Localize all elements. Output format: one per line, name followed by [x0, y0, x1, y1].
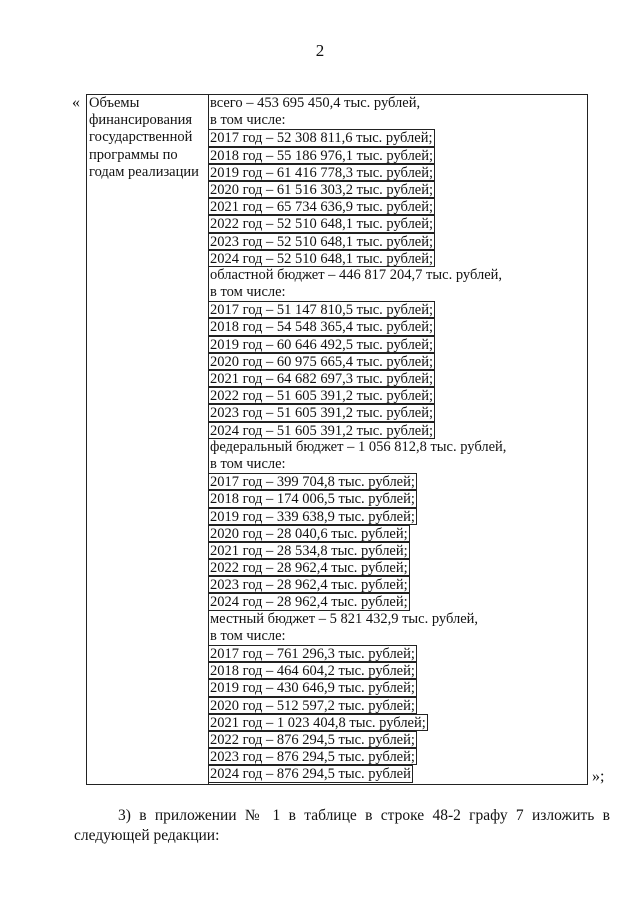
financing-line: всего – 453 695 450,4 тыс. рублей,	[210, 95, 421, 111]
financing-line: 2021 год – 28 534,8 тыс. рублей;	[210, 542, 408, 559]
financing-line: 2023 год – 51 605 391,2 тыс. рублей;	[210, 405, 434, 422]
financing-line: 2020 год – 61 516 303,2 тыс. рублей;	[210, 181, 434, 198]
financing-line: в том числе:	[210, 112, 286, 129]
financing-line: 2018 год – 54 548 365,4 тыс. рублей;	[210, 319, 434, 336]
financing-line: 2019 год – 61 416 778,3 тыс. рублей;	[210, 164, 434, 181]
financing-line: в том числе:	[210, 627, 286, 644]
paragraph-line-1: 3) в приложении № 1 в таблице в строке 48-2 графу 7 изложить в	[118, 807, 610, 824]
amendment-paragraph	[74, 806, 610, 846]
financing-line: в том числе:	[210, 455, 286, 472]
row-label-cell: Объемы финансирования государственной программы по годам реализации	[87, 95, 209, 784]
financing-line: 2023 год – 876 294,5 тыс. рублей;	[210, 749, 415, 766]
financing-line: 2018 год – 174 006,5 тыс. рублей;	[210, 491, 415, 508]
financing-table	[86, 94, 588, 785]
financing-line: 2017 год – 51 147 810,5 тыс. рублей;	[210, 302, 434, 319]
financing-line: 2022 год – 52 510 648,1 тыс. рублей;	[210, 216, 434, 233]
financing-line: 2021 год – 64 682 697,3 тыс. рублей;	[210, 371, 434, 387]
financing-line: 2018 год – 464 604,2 тыс. рублей;	[210, 663, 415, 680]
financing-line: 2024 год – 51 605 391,2 тыс. рублей;	[210, 422, 434, 439]
financing-line: 2024 год – 28 962,4 тыс. рублей;	[210, 594, 408, 611]
financing-line: 2018 год – 55 186 976,1 тыс. рублей;	[210, 147, 434, 164]
financing-line: 2023 год – 52 510 648,1 тыс. рублей;	[210, 233, 434, 250]
financing-line: 2019 год – 339 638,9 тыс. рублей;	[210, 508, 415, 525]
financing-line: 2022 год – 28 962,4 тыс. рублей;	[210, 560, 408, 577]
financing-line: областной бюджет – 446 817 204,7 тыс. рублей,	[210, 266, 503, 283]
financing-line: 2019 год – 60 646 492,5 тыс. рублей;	[210, 336, 434, 353]
financing-line: 2024 год – 52 510 648,1 тыс. рублей;	[210, 250, 434, 267]
financing-line: 2022 год – 876 294,5 тыс. рублей;	[210, 731, 415, 748]
closing-quote: »;	[592, 768, 605, 785]
financing-line: 2023 год – 28 962,4 тыс. рублей;	[210, 577, 408, 594]
financing-line: федеральный бюджет – 1 056 812,8 тыс. рублей,	[210, 438, 507, 455]
financing-line: 2021 год – 65 734 636,9 тыс. рублей;	[210, 199, 434, 216]
financing-line: 2021 год – 1 023 404,8 тыс. рублей;	[210, 714, 426, 731]
financing-line: 2024 год – 876 294,5 тыс. рублей	[210, 766, 411, 783]
financing-line: 2019 год – 430 646,9 тыс. рублей;	[210, 680, 415, 697]
paragraph-line-2: следующей редакции:	[74, 827, 220, 844]
financing-line: 2022 год – 51 605 391,2 тыс. рублей;	[210, 388, 434, 405]
financing-line: в том числе:	[210, 284, 286, 301]
financing-line: 2020 год – 28 040,6 тыс. рублей;	[210, 525, 408, 542]
financing-line: 2017 год – 399 704,8 тыс. рублей;	[210, 474, 415, 491]
row-values-cell	[209, 95, 587, 784]
financing-line: 2017 год – 52 308 811,6 тыс. рублей;	[210, 130, 433, 147]
financing-line: 2017 год – 761 296,3 тыс. рублей;	[210, 646, 415, 662]
financing-line: 2020 год – 60 975 665,4 тыс. рублей;	[210, 353, 434, 370]
financing-line: 2020 год – 512 597,2 тыс. рублей;	[210, 697, 415, 714]
page-number: 2	[315, 41, 325, 60]
opening-quote: «	[72, 94, 80, 111]
financing-line: местный бюджет – 5 821 432,9 тыс. рублей,	[210, 610, 479, 627]
